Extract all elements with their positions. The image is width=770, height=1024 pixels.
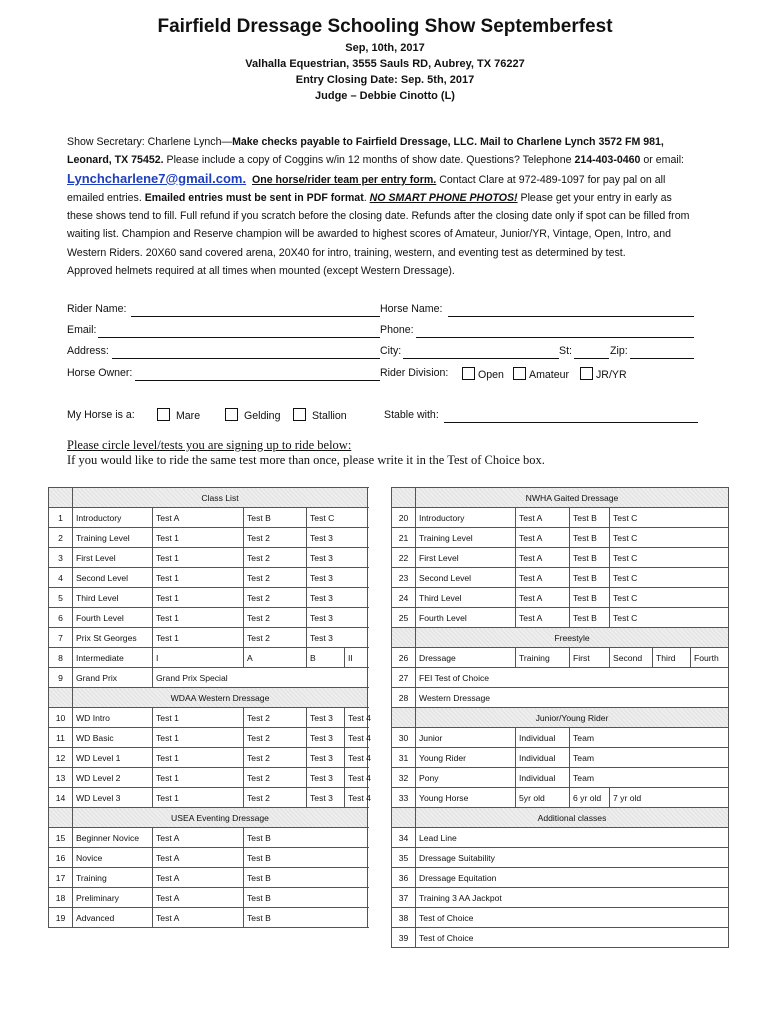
state-field[interactable] xyxy=(574,358,609,359)
test-option[interactable]: 7 yr old xyxy=(610,788,729,808)
test-option[interactable]: Test 2 xyxy=(244,608,307,628)
row-number-cell xyxy=(392,808,416,828)
checkbox-amateur[interactable] xyxy=(513,367,526,380)
class-name: Test of Choice xyxy=(416,928,729,948)
class-name: Western Dressage xyxy=(416,688,729,708)
class-number: 33 xyxy=(392,788,416,808)
table-row xyxy=(392,828,729,848)
test-option[interactable]: Test 4 xyxy=(345,788,368,808)
instruction-line-2: If you would like to ride the same test more than once, please write it in the Test of Choice box. xyxy=(67,453,545,467)
test-option[interactable]: Test A xyxy=(153,848,244,868)
test-option[interactable]: Test A xyxy=(516,528,570,548)
table-row xyxy=(392,748,729,768)
class-number: 22 xyxy=(392,548,416,568)
class-number: 5 xyxy=(49,588,73,608)
email-field[interactable] xyxy=(98,337,380,338)
class-number: 2 xyxy=(49,528,73,548)
horse-owner-field[interactable] xyxy=(135,380,380,381)
class-name: Young Horse xyxy=(416,788,516,808)
class-name: FEI Test of Choice xyxy=(416,668,729,688)
table-row xyxy=(392,508,729,528)
test-option[interactable]: Test 2 xyxy=(244,528,307,548)
table-row xyxy=(49,528,368,548)
test-option[interactable]: Test 1 xyxy=(153,528,244,548)
page-title: Fairfield Dressage Schooling Show Septemberfest xyxy=(157,16,613,37)
test-option[interactable]: Test 2 xyxy=(244,708,307,728)
class-number: 26 xyxy=(392,648,416,668)
rider-name-label: Rider Name: xyxy=(67,303,127,315)
horse-owner-label: Horse Owner: xyxy=(67,367,133,379)
table-row xyxy=(392,688,729,708)
test-option[interactable]: Test 1 xyxy=(153,548,244,568)
class-number: 27 xyxy=(392,668,416,688)
class-number: 12 xyxy=(49,748,73,768)
test-option[interactable]: Test 4 xyxy=(345,728,368,748)
table-row xyxy=(392,668,729,688)
test-option[interactable]: Second xyxy=(610,648,653,668)
table-row xyxy=(49,648,368,668)
section-header-row xyxy=(49,488,368,508)
table-row xyxy=(392,528,729,548)
table-row xyxy=(49,708,368,728)
class-name: Dressage Equitation xyxy=(416,868,729,888)
test-option[interactable]: Test 3 xyxy=(307,528,368,548)
table-row xyxy=(49,508,368,528)
test-option[interactable]: II xyxy=(345,648,368,668)
test-option[interactable]: Test 2 xyxy=(244,568,307,588)
class-number: 28 xyxy=(392,688,416,708)
test-option[interactable]: Test 1 xyxy=(153,628,244,648)
my-horse-label: My Horse is a: xyxy=(67,409,135,421)
table-row xyxy=(392,788,729,808)
section-header-row xyxy=(392,488,729,508)
table-row xyxy=(392,888,729,908)
show-location: Valhalla Equestrian, 3555 Sauls RD, Aubrey, TX 76227 xyxy=(245,58,525,70)
test-option[interactable]: Test A xyxy=(153,868,244,888)
test-option[interactable]: Test C xyxy=(307,508,368,528)
class-number: 24 xyxy=(392,588,416,608)
test-option[interactable]: Team xyxy=(570,748,729,768)
class-number: 3 xyxy=(49,548,73,568)
class-name: First Level xyxy=(73,548,153,568)
test-option[interactable]: Test 1 xyxy=(153,768,244,788)
zip-field[interactable] xyxy=(630,358,694,359)
row-number-cell xyxy=(392,488,416,508)
test-option[interactable]: Test 2 xyxy=(244,628,307,648)
table-row xyxy=(392,588,729,608)
division-amateur-option[interactable]: Amateur xyxy=(513,367,569,381)
class-name: WD Level 2 xyxy=(73,768,153,788)
address-label: Address: xyxy=(67,345,109,357)
class-number: 19 xyxy=(49,908,73,928)
section-header: NWHA Gaited Dressage xyxy=(416,488,729,508)
zip-label: Zip: xyxy=(610,345,628,357)
judge: Judge – Debbie Cinotto (L) xyxy=(315,90,455,102)
class-list-table xyxy=(48,487,371,928)
test-option[interactable]: A xyxy=(244,648,307,668)
class-name: Test of Choice xyxy=(416,908,729,928)
class-number: 4 xyxy=(49,568,73,588)
test-option[interactable]: Test B xyxy=(570,608,610,628)
section-header: Junior/Young Rider xyxy=(416,708,729,728)
division-jryr-option[interactable]: JR/YR xyxy=(580,367,627,381)
class-name: Prix St Georges xyxy=(73,628,153,648)
table-row xyxy=(49,588,368,608)
class-number: 1 xyxy=(49,508,73,528)
table-row xyxy=(392,648,729,668)
class-name: Beginner Novice xyxy=(73,828,153,848)
table-row xyxy=(49,868,368,888)
email-link[interactable]: Lynchcharlene7@gmail.com. xyxy=(67,170,247,186)
test-option[interactable]: B xyxy=(307,648,345,668)
helmet-notice: Approved helmets required at all times when mounted (except Western Dressage). xyxy=(67,265,455,278)
closing-date: Entry Closing Date: Sep. 5th, 2017 xyxy=(295,74,475,86)
class-number: 15 xyxy=(49,828,73,848)
class-number: 32 xyxy=(392,768,416,788)
test-option[interactable]: Test B xyxy=(244,908,368,928)
test-option[interactable]: Individual xyxy=(516,748,570,768)
test-option[interactable]: Test B xyxy=(570,528,610,548)
section-header-row xyxy=(392,808,729,828)
class-number: 31 xyxy=(392,748,416,768)
class-name: Lead Line xyxy=(416,828,729,848)
section-header-row xyxy=(392,628,729,648)
test-option[interactable]: Test 1 xyxy=(153,568,244,588)
section-header-row xyxy=(49,808,368,828)
test-option[interactable]: Test B xyxy=(570,548,610,568)
test-option[interactable]: Test A xyxy=(516,568,570,588)
test-option[interactable]: Test C xyxy=(610,508,729,528)
test-option[interactable]: Test 3 xyxy=(307,708,345,728)
phone-label: Phone: xyxy=(380,324,414,336)
test-option[interactable]: Test 3 xyxy=(307,568,368,588)
table-row xyxy=(49,548,368,568)
table-row xyxy=(392,868,729,888)
test-option[interactable]: Test A xyxy=(153,828,244,848)
test-option[interactable]: Test 2 xyxy=(244,768,307,788)
class-name: WD Basic xyxy=(73,728,153,748)
table-row xyxy=(392,608,729,628)
class-number: 6 xyxy=(49,608,73,628)
table-row xyxy=(392,728,729,748)
class-name: Training xyxy=(73,868,153,888)
class-number: 39 xyxy=(392,928,416,948)
test-option[interactable]: Team xyxy=(570,768,729,788)
table-row xyxy=(49,568,368,588)
class-number: 9 xyxy=(49,668,73,688)
division-open-option[interactable]: Open xyxy=(462,367,504,381)
table-row xyxy=(49,908,368,928)
test-option[interactable]: Fourth xyxy=(691,648,729,668)
section-header: Freestyle xyxy=(416,628,729,648)
table-row xyxy=(49,728,368,748)
test-option[interactable]: Test 1 xyxy=(153,728,244,748)
test-option[interactable]: Third xyxy=(653,648,691,668)
table-row xyxy=(49,628,368,648)
stable-field[interactable] xyxy=(444,422,698,423)
test-option[interactable]: Individual xyxy=(516,768,570,788)
test-option[interactable]: Test B xyxy=(570,568,610,588)
test-option[interactable]: Test B xyxy=(570,508,610,528)
section-header: Additional classes xyxy=(416,808,729,828)
table-row xyxy=(49,768,368,788)
checkbox-gelding[interactable] xyxy=(225,408,238,421)
test-option[interactable]: Test 1 xyxy=(153,708,244,728)
table-row xyxy=(49,608,368,628)
table-row xyxy=(49,788,368,808)
test-option[interactable]: Test C xyxy=(610,568,729,588)
horse-name-label: Horse Name: xyxy=(380,303,443,315)
nwha-table xyxy=(391,487,729,948)
class-name: Training 3 AA Jackpot xyxy=(416,888,729,908)
class-name: Intermediate xyxy=(73,648,153,668)
show-date: Sep, 10th, 2017 xyxy=(345,42,425,54)
test-option[interactable]: Test 3 xyxy=(307,588,368,608)
table-row xyxy=(392,908,729,928)
section-header-row xyxy=(49,688,368,708)
test-option[interactable]: Test 1 xyxy=(153,608,244,628)
test-option[interactable]: Test 3 xyxy=(307,728,345,748)
test-option[interactable]: Test 4 xyxy=(345,748,368,768)
class-name: Dressage xyxy=(416,648,516,668)
test-option[interactable]: Team xyxy=(570,728,729,748)
test-option[interactable]: Test A xyxy=(516,508,570,528)
class-number: 38 xyxy=(392,908,416,928)
test-option[interactable]: Test C xyxy=(610,528,729,548)
table-row xyxy=(49,888,368,908)
test-option[interactable]: Test B xyxy=(244,848,368,868)
rider-division-label: Rider Division: xyxy=(380,367,449,379)
table-row xyxy=(392,928,729,948)
test-option[interactable]: Test 2 xyxy=(244,748,307,768)
test-option[interactable]: Test A xyxy=(516,548,570,568)
table-row xyxy=(392,548,729,568)
sex-mare-option[interactable]: Mare xyxy=(157,408,200,422)
class-name: Introductory xyxy=(416,508,516,528)
test-option[interactable]: Test 3 xyxy=(307,748,345,768)
city-label: City: xyxy=(380,345,402,357)
class-number: 30 xyxy=(392,728,416,748)
class-number: 20 xyxy=(392,508,416,528)
test-option[interactable]: Test 4 xyxy=(345,708,368,728)
class-number: 23 xyxy=(392,568,416,588)
class-name: Training Level xyxy=(73,528,153,548)
table-row xyxy=(49,668,368,688)
section-header: WDAA Western Dressage xyxy=(73,688,368,708)
test-option[interactable]: Grand Prix Special xyxy=(153,668,368,688)
checkbox-mare[interactable] xyxy=(157,408,170,421)
class-number: 11 xyxy=(49,728,73,748)
test-option[interactable]: Test 2 xyxy=(244,588,307,608)
test-option[interactable]: 6 yr old xyxy=(570,788,610,808)
class-name: WD Level 1 xyxy=(73,748,153,768)
class-name: Fourth Level xyxy=(73,608,153,628)
test-option[interactable]: Test 3 xyxy=(307,548,368,568)
class-name: First Level xyxy=(416,548,516,568)
test-option[interactable]: Test C xyxy=(610,588,729,608)
section-header: USEA Eventing Dressage xyxy=(73,808,368,828)
test-option[interactable]: Test A xyxy=(153,888,244,908)
test-option[interactable]: 5yr old xyxy=(516,788,570,808)
stable-label: Stable with: xyxy=(384,409,439,421)
class-name: Pony xyxy=(416,768,516,788)
test-option[interactable]: Individual xyxy=(516,728,570,748)
rider-name-field[interactable] xyxy=(131,316,380,317)
row-number-cell xyxy=(392,628,416,648)
address-field[interactable] xyxy=(112,358,380,359)
section-header: Class List xyxy=(73,488,368,508)
test-option[interactable]: Test A xyxy=(516,588,570,608)
class-number: 34 xyxy=(392,828,416,848)
class-name: Junior xyxy=(416,728,516,748)
row-number-cell xyxy=(49,688,73,708)
test-option[interactable]: Test 4 xyxy=(345,768,368,788)
city-field[interactable] xyxy=(403,358,559,359)
test-option[interactable]: Test 3 xyxy=(307,768,345,788)
class-number: 18 xyxy=(49,888,73,908)
checkbox-open[interactable] xyxy=(462,367,475,380)
class-name: Young Rider xyxy=(416,748,516,768)
test-option[interactable]: Test B xyxy=(244,868,368,888)
checkbox-jryr[interactable] xyxy=(580,367,593,380)
class-number: 21 xyxy=(392,528,416,548)
class-name: Training Level xyxy=(416,528,516,548)
instruction-line-1: Please circle level/tests you are signing up to ride below: xyxy=(67,438,352,452)
test-option[interactable]: Test 3 xyxy=(307,608,368,628)
table-row xyxy=(392,568,729,588)
test-option[interactable]: Test B xyxy=(244,508,307,528)
test-option[interactable]: Test B xyxy=(244,828,368,848)
table-row xyxy=(49,828,368,848)
test-option[interactable]: Test A xyxy=(153,508,244,528)
test-option[interactable]: Test 2 xyxy=(244,728,307,748)
class-number: 10 xyxy=(49,708,73,728)
class-name: Third Level xyxy=(416,588,516,608)
checkbox-stallion[interactable] xyxy=(293,408,306,421)
row-number-cell xyxy=(49,488,73,508)
class-number: 16 xyxy=(49,848,73,868)
class-number: 37 xyxy=(392,888,416,908)
table-row xyxy=(392,848,729,868)
state-label: St: xyxy=(559,345,572,357)
test-option[interactable]: Test B xyxy=(244,888,368,908)
test-option[interactable]: Test 1 xyxy=(153,588,244,608)
class-number: 8 xyxy=(49,648,73,668)
class-number: 25 xyxy=(392,608,416,628)
row-number-cell xyxy=(49,808,73,828)
class-number: 36 xyxy=(392,868,416,888)
class-name: Third Level xyxy=(73,588,153,608)
table-row xyxy=(49,748,368,768)
row-number-cell xyxy=(392,708,416,728)
class-name: Preliminary xyxy=(73,888,153,908)
test-option[interactable]: Training xyxy=(516,648,570,668)
test-option[interactable]: Test 1 xyxy=(153,748,244,768)
class-name: WD Intro xyxy=(73,708,153,728)
sex-gelding-option[interactable]: Gelding xyxy=(225,408,280,422)
class-number: 13 xyxy=(49,768,73,788)
phone-field[interactable] xyxy=(416,337,694,338)
email-label: Email: xyxy=(67,324,97,336)
section-header-row xyxy=(392,708,729,728)
test-option[interactable]: Test B xyxy=(570,588,610,608)
table-row xyxy=(392,768,729,788)
table-row xyxy=(49,848,368,868)
intro-paragraph: Show Secretary: Charlene Lynch—Make checks payable to Fairfield Dressage, LLC. Mail to Charlene Lynch 3572 FM 981, Leonard, TX 75452. Please include a copy of Coggins w/in 12 months of show date. Questions? Telephone 214-403-0460 or email: Lynchcharlene7@gmail.com. One horse/rider team per entry form. Contact Clare at 972-489-1097 for pay pal on all emailed entries. Emailed entries must be sent in PDF format. NO SMART PHONE PHOTOS! Please get your entry in early as these shows tend to fill. Full refund if you scratch before the closing date. Refunds after the closing date only if spot can be filled from waiting list. Champion and Reserve champion will be awarded to highest scores of Amateur, Junior/YR, Vintage, Open, Intro, and Western Riders. 20X60 sand covered arena, 20X40 for intro, training, western, and eventing test as determined by test. Approved helmets required at all times when mounted (except Western Dressage). xyxy=(67,136,690,278)
class-name: Second Level xyxy=(73,568,153,588)
class-number: 7 xyxy=(49,628,73,648)
test-option[interactable]: Test A xyxy=(516,608,570,628)
test-option[interactable]: Test C xyxy=(610,548,729,568)
test-option[interactable]: Test 1 xyxy=(153,788,244,808)
class-name: Introductory xyxy=(73,508,153,528)
class-name: WD Level 3 xyxy=(73,788,153,808)
test-option[interactable]: Test 2 xyxy=(244,548,307,568)
class-number: 14 xyxy=(49,788,73,808)
class-name: Novice xyxy=(73,848,153,868)
class-name: Advanced xyxy=(73,908,153,928)
test-option[interactable]: I xyxy=(153,648,244,668)
class-name: Second Level xyxy=(416,568,516,588)
class-name: Dressage Suitability xyxy=(416,848,729,868)
sex-stallion-option[interactable]: Stallion xyxy=(293,408,347,422)
horse-name-field[interactable] xyxy=(448,316,694,317)
test-option[interactable]: First xyxy=(570,648,610,668)
class-name: Grand Prix xyxy=(73,668,153,688)
test-option[interactable]: Test 3 xyxy=(307,788,345,808)
class-name: Fourth Level xyxy=(416,608,516,628)
class-number: 35 xyxy=(392,848,416,868)
class-number: 17 xyxy=(49,868,73,888)
test-option[interactable]: Test C xyxy=(610,608,729,628)
test-option[interactable]: Test A xyxy=(153,908,244,928)
test-option[interactable]: Test 2 xyxy=(244,788,307,808)
test-option[interactable]: Test 3 xyxy=(307,628,368,648)
